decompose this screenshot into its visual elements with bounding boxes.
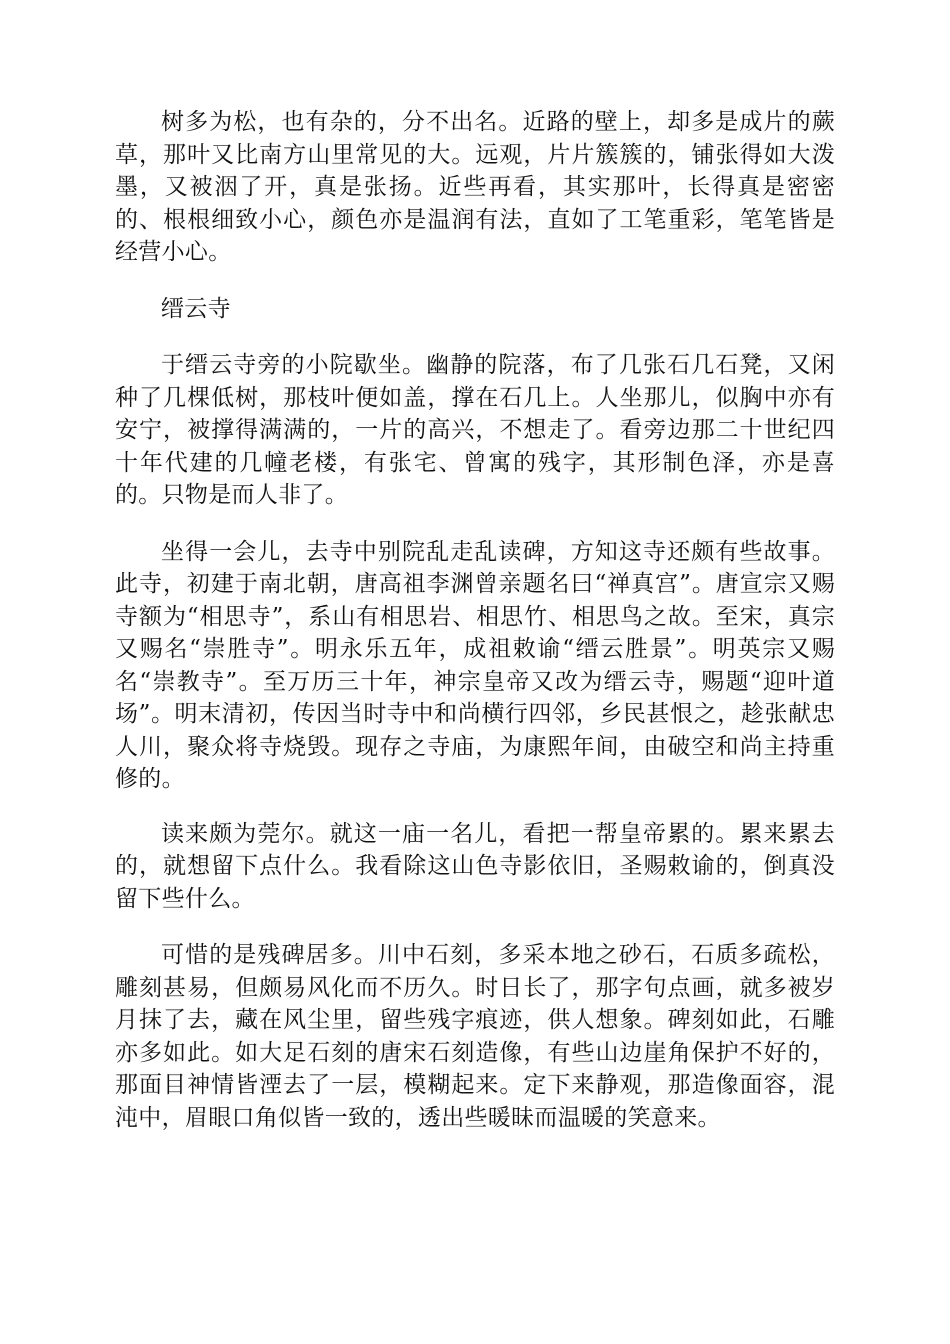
paragraph-courtyard: 于缙云寺旁的小院歇坐。幽静的院落，布了几张石几石凳，又闲种了几棵低树，那枝叶便如盖，撑在石几上。人坐那儿，似胸中亦有安宁，被撑得满满的，一片的高兴，不想走了。看旁边那二十世纪四十年代建的几幢老楼，有张宅、曾寓的残字，其形制色泽，亦是喜的。只物是而人非了。 xyxy=(115,352,835,508)
paragraph-temple-history: 坐得一会儿，去寺中别院乱走乱读碑，方知这寺还颇有些故事。此寺，初建于南北朝，唐高祖李渊曾亲题名曰“禅真宫”。唐宣宗又赐寺额为“相思寺”，系山有相思岩、相思竹、相思鸟之故。至宋，真宗又赐名“崇胜寺”。明永乐五年，成祖敕谕“缙云胜景”。明英宗又赐名“崇教寺”。至万历三十年，神宗皇帝又改为缙云寺，赐题“迎叶道场”。明末清初，传因当时寺中和尚横行四邻，乡民甚恨之，趁张献忠人川，聚众将寺烧毁。现存之寺庙，为康熙年间，由破空和尚主持重修的。 xyxy=(115,538,835,792)
paragraph-ferns: 树多为松，也有杂的，分不出名。近路的壁上，却多是成片的蕨草，那叶又比南方山里常见的大。远观，片片簇簇的，铺张得如大泼墨，又被洇了开，真是张扬。近些再看，其实那叶，长得真是密密的、根根细致小心，颜色亦是温润有法，直如了工笔重彩，笔笔皆是经营小心。 xyxy=(115,109,835,265)
paragraph-emperors: 读来颇为莞尔。就这一庙一名儿，看把一帮皇帝累的。累来累去的，就想留下点什么。我看除这山色寺影依旧，圣赐敕谕的，倒真没留下些什么。 xyxy=(115,820,835,912)
paragraph-stone-carvings: 可惜的是残碑居多。川中石刻，多采本地之砂石，石质多疏松，雕刻甚易，但颇易风化而不历久。时日长了，那字句点画，就多被岁月抹了去，藏在风尘里，留些残字痕迹，供人想象。碑刻如此，石雕亦多如此。如大足石刻的唐宋石刻造像，有些山边崖角保护不好的，那面目神情皆湮去了一层，模糊起来。定下来静观，那造像面容，混沌中，眉眼口角似皆一致的，透出些暖昧而温暖的笑意来。 xyxy=(115,942,835,1131)
document-body xyxy=(115,106,835,1134)
section-heading: 缙云寺 xyxy=(161,295,231,322)
